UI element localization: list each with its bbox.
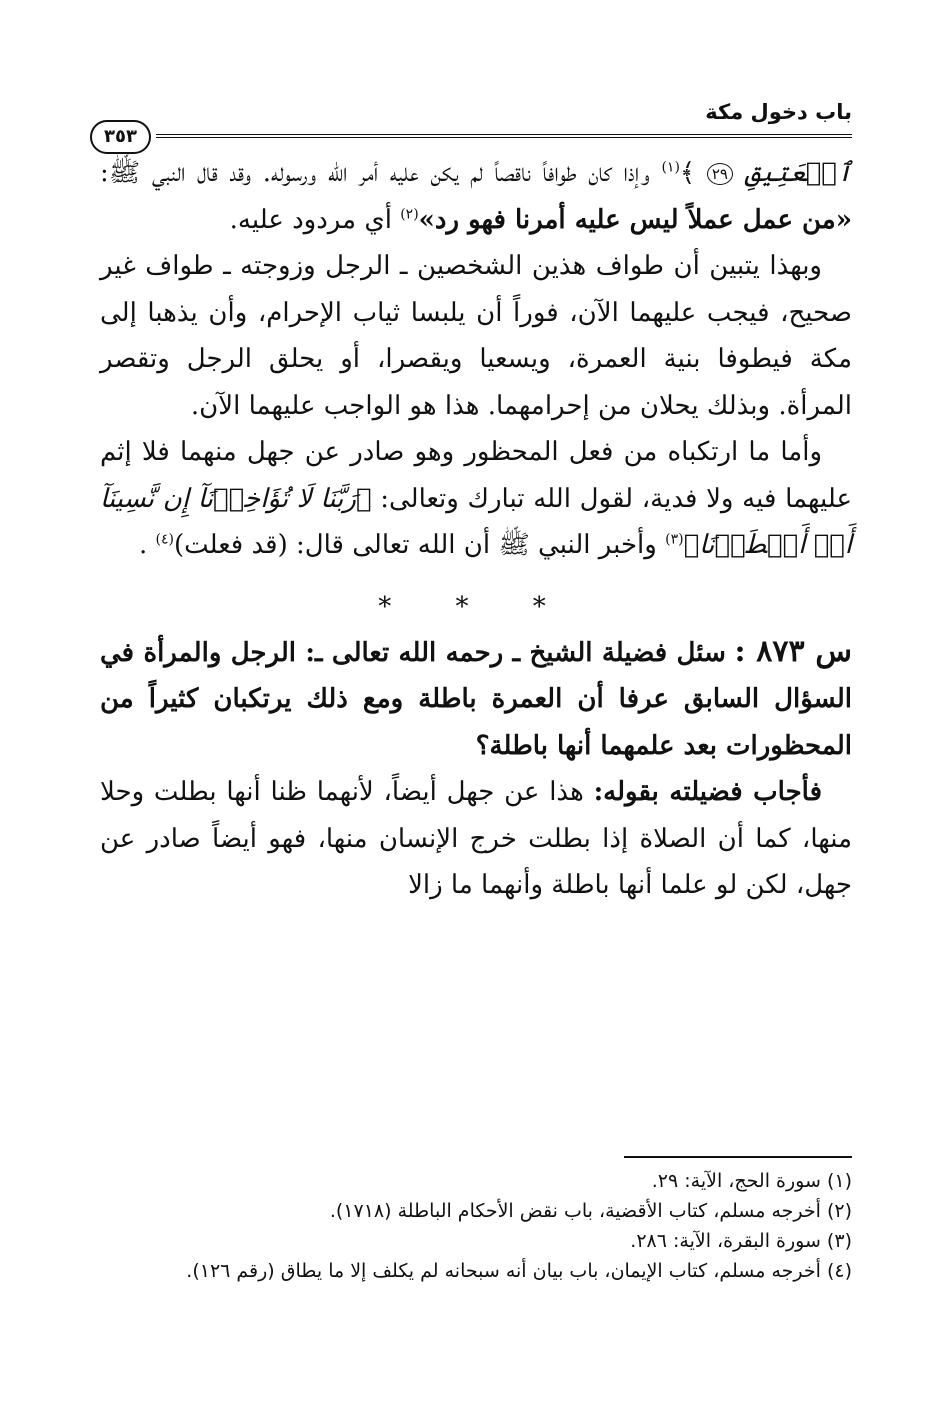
paragraph-3-text-b: وأخبر النبي ﷺ أن الله تعالى قال: (قد فعلت) xyxy=(173,530,657,560)
running-title: باب دخول مكة xyxy=(705,100,852,124)
header-rule xyxy=(156,134,852,138)
footnote-ref-1: (١) xyxy=(661,159,680,176)
footnote-ref-3: (٣) xyxy=(665,531,684,548)
section-separator: * * * xyxy=(378,591,574,622)
quran-verse: ﴿رَبَّنَا لَا تُؤَاخِذۡنَآ إِن نَّسِينَآ أَوۡ أَخۡطَأۡنَا﴾ xyxy=(100,483,852,560)
question-number: س ٨٧٣ : xyxy=(734,633,852,669)
ayah-word: ٱلۡعَتِيقِ xyxy=(744,158,853,188)
page-header xyxy=(100,96,852,150)
answer-lead: فأجاب فضيلته بقوله: xyxy=(593,777,823,807)
footnote-2: (٢) أخرجه مسلم، كتاب الأقضية، باب نقض الأحكام الباطلة (١٧١٨). xyxy=(329,1200,852,1222)
paragraph-1 xyxy=(100,150,852,243)
quran-close-brace: ﴾ xyxy=(679,158,696,188)
book-page xyxy=(100,96,853,1282)
page-number: ٣٥٣ xyxy=(90,120,151,154)
ayah-number-mark: ٢٩ xyxy=(707,163,733,185)
footnote-ref-2: (٢) xyxy=(400,205,419,222)
body-text xyxy=(100,150,852,909)
answer-paragraph xyxy=(100,769,852,909)
footnote-rule xyxy=(624,1156,852,1158)
paragraph-3-text-a: وأما ما ارتكباه من فعل المحظور وهو صادر عن جهل منهما فلا إثم عليهما فيه ولا فدية، لقول الله تبارك وتعالى: xyxy=(100,437,853,514)
answer-text: هذا عن جهل أيضاً، لأنهما ظنا أنها بطلت وحلا منها، كما أن الصلاة إذا بطلت خرج الإنسان منها، فهو أيضاً صادر عن جهل، لكن لو علما أنها باطلة وأنهما ما زالا xyxy=(100,777,852,900)
paragraph-3 xyxy=(100,429,852,569)
footnote-4: (٤) أخرجه مسلم، كتاب الإيمان، باب بيان أنه سبحانه لم يكلف إلا ما يطاق (رقم ١٢٦). xyxy=(186,1260,852,1282)
question-paragraph xyxy=(100,629,852,770)
hadith-quote: «من عمل عملاً ليس عليه أمرنا فهو رد» xyxy=(418,204,852,235)
footnotes xyxy=(100,1166,852,1286)
paragraph-2: وبهذا يتبين أن طواف هذين الشخصين ـ الرجل وزوجته ـ طواف غير صحيح، فيجب عليهما الآن، فوراً أن يلبسا ثياب الإحرام، وأن يذهبا إلى مكة فيطوفا بنية العمرة، ويسعيا ويقصرا، أو يحلق الرجل وتقصر المرأة. وبذلك يحلان من إحرامهما. هذا هو الواجب عليهما الآن. xyxy=(100,251,852,421)
question-text: سئل فضيلة الشيخ ـ رحمه الله تعالى ـ: الرجل والمرأة في السؤال السابق عرفا أن العمرة باطلة ومع ذلك يرتكبان كثيراً من المحظورات بعد علمهما أنها باطلة؟ xyxy=(100,637,852,761)
paragraph-3-text-c: . xyxy=(138,530,148,560)
footnote-ref-4: (٤) xyxy=(155,531,174,548)
paragraph-1-text-b: أي مردود عليه. xyxy=(229,204,392,235)
paragraph-1-text-a: وإذا كان طوافاً ناقصاً لم يكن عليه أمر الله ورسوله. وقد قال النبي ﷺ: xyxy=(100,158,650,188)
footnote-3: (٣) سورة البقرة، الآية: ٢٨٦. xyxy=(630,1230,852,1252)
footnote-1: (١) سورة الحج، الآية: ٢٩. xyxy=(651,1170,852,1192)
